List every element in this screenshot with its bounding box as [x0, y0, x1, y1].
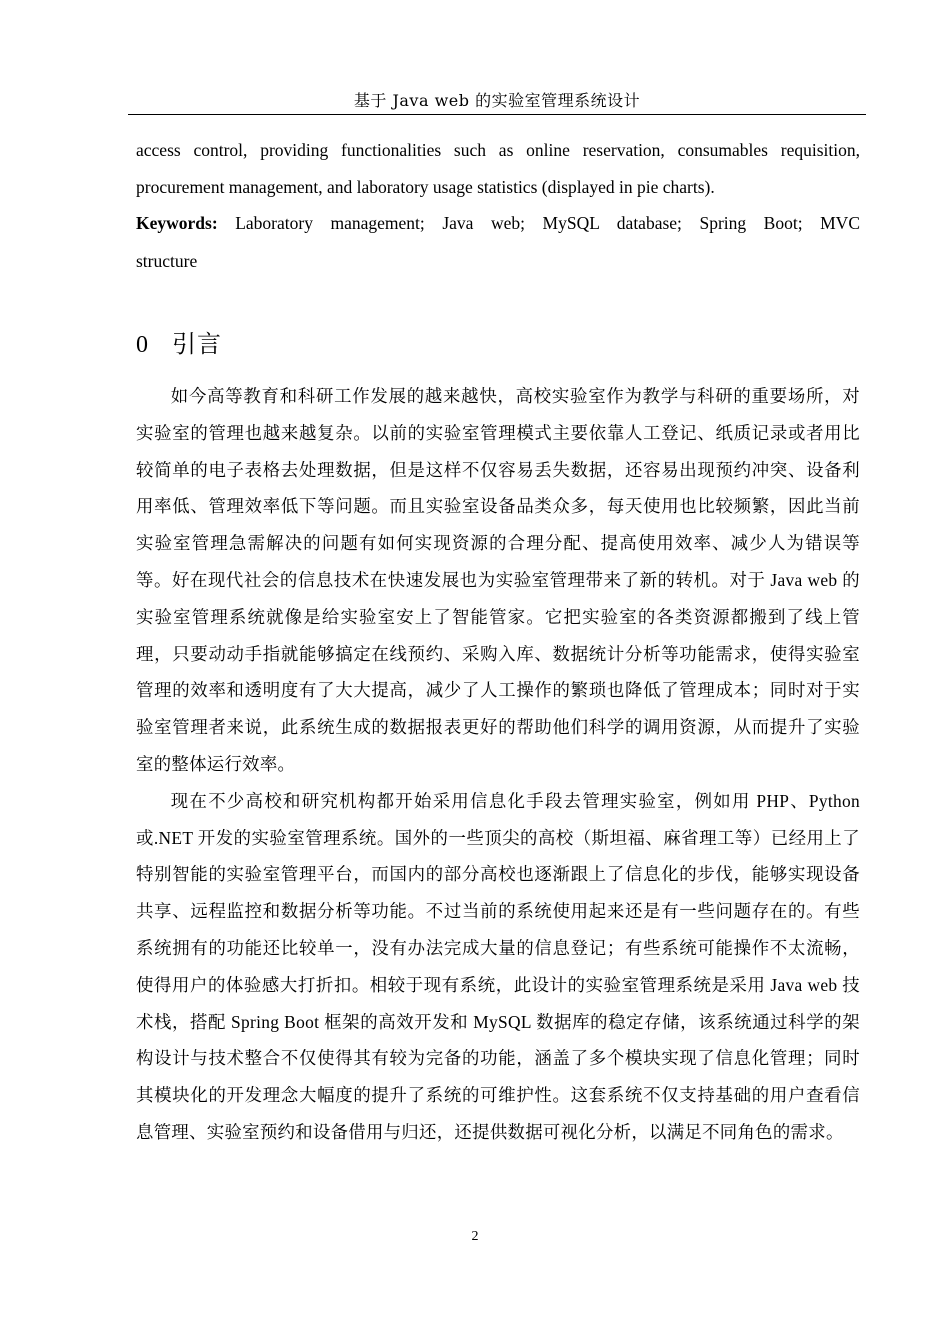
keywords-line: [136, 205, 860, 280]
running-header: 基于 Java web 的实验室管理系统设计: [353, 91, 641, 110]
abstract-text: access control, providing functionalities such as online reservation, consumables requisition, procurement management, and laboratory usage statistics (displayed in pie charts).: [136, 140, 860, 197]
paragraph-1: 如今高等教育和科研工作发展的越来越快，高校实验室作为教学与科研的重要场所，对实验室的管理也越来越复杂。以前的实验室管理模式主要依靠人工登记、纸质记录或者用比较简单的电子表格去处理数据，但是这样不仅容易丢失数据，还容易出现预约冲突、设备利用率低、管理效率低下等问题。而且实验室设备品类众多，每天使用也比较频繁，因此当前实验室管理急需解决的问题有如何实现资源的合理分配、提高使用效率、减少人为错误等等。好在现代社会的信息技术在快速发展也为实验室管理带来了新的转机。对于 Java web 的实验室管理系统就像是给实验室安上了智能管家。它把实验室的各类资源都搬到了线上管理，只要动动手指就能够搞定在线预约、采购入库、数据统计分析等功能需求，使得实验室管理的效率和透明度有了大大提高，减少了人工操作的繁琐也降低了管理成本；同时对于实验室管理者来说，此系统生成的数据报表更好的帮助他们科学的调用资源，从而提升了实验室的整体运行效率。: [136, 386, 860, 774]
keywords-label: Keywords:: [136, 213, 218, 233]
abstract-tail: [136, 132, 860, 280]
section-heading: [136, 326, 222, 363]
section-title: 引言: [172, 330, 222, 358]
header-rule: [128, 114, 866, 115]
page-number: 2: [471, 1229, 479, 1244]
paragraph-2: 现在不少高校和研究机构都开始采用信息化手段去管理实验室，例如用 PHP、Python 或.NET 开发的实验室管理系统。国外的一些顶尖的高校（斯坦福、麻省理工等）已经用上了特别智能的实验室管理平台，而国内的部分高校也逐渐跟上了信息化的步伐，能够实现设备共享、远程监控和数据分析等功能。不过当前的系统使用起来还是有一些问题存在的。有些系统拥有的功能还比较单一，没有办法完成大量的信息登记；有些系统可能操作不太流畅，使得用户的体验感大打折扣。相较于现有系统，此设计的实验室管理系统是采用 Java web 技术栈，搭配 Spring Boot 框架的高效开发和 MySQL 数据库的稳定存储，该系统通过科学的架构设计与技术整合不仅使得其有较为完备的功能，涵盖了多个模块实现了信息化管理；同时其模块化的开发理念大幅度的提升了系统的可维护性。这套系统不仅支持基础的用户查看信息管理、实验室预约和设备借用与归还，还提供数据可视化分析，以满足不同角色的需求。: [136, 790, 860, 1142]
keywords-value: Laboratory management; Java web; MySQL database; Spring Boot; MVC structure: [136, 213, 860, 271]
section-body: [136, 378, 860, 1151]
section-number: 0: [136, 332, 148, 358]
